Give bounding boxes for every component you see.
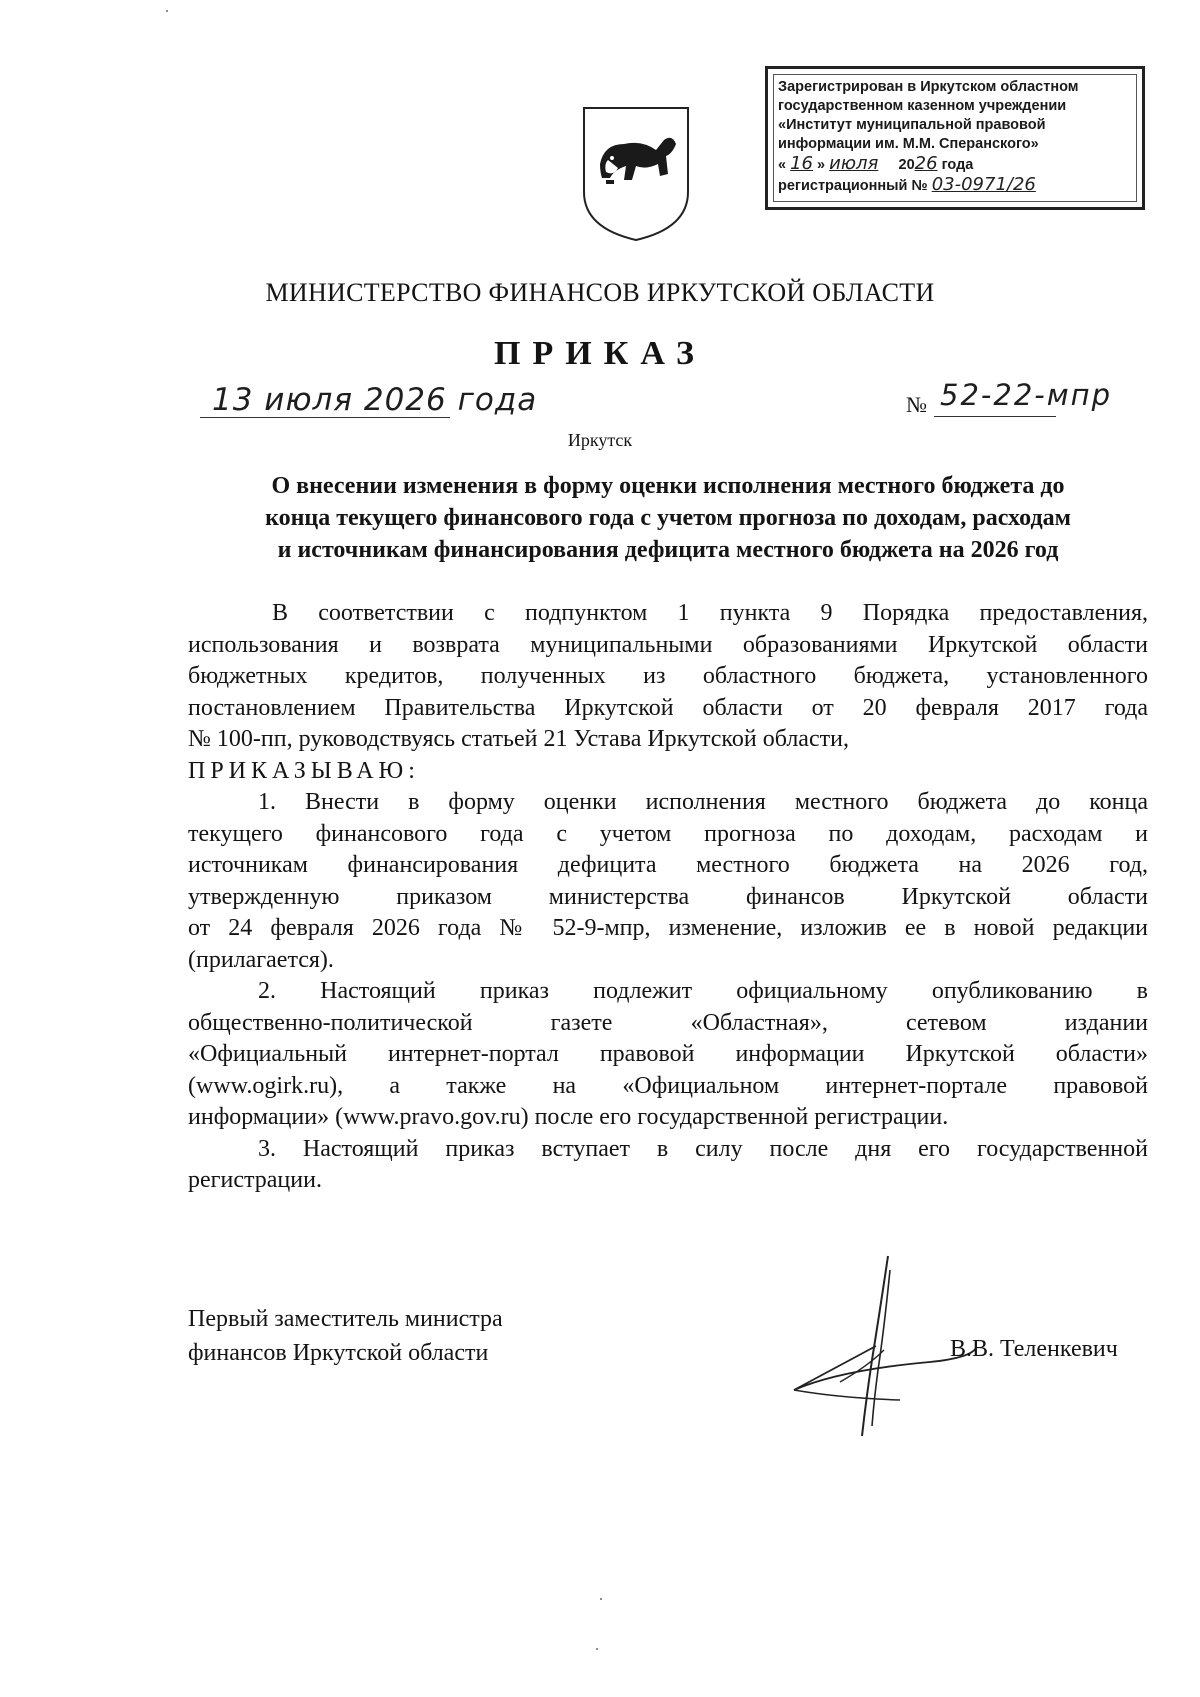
- item2-line: информации» (www.pravo.gov.ru) после его государственной регистрации.: [188, 1104, 949, 1130]
- number-label: №: [906, 392, 927, 417]
- item3-line: 3. Настоящий приказ вступает в силу после дня его государственной: [258, 1135, 1148, 1162]
- city: Иркутск: [567, 430, 633, 450]
- item2-line: общественно-политической газете «Областная», сетевом издании: [188, 1009, 1148, 1036]
- scan-speck: [600, 1598, 602, 1600]
- stamp-year-word: года: [941, 157, 974, 173]
- stamp-line-4: информации им. М.М. Сперанского»: [778, 136, 1039, 152]
- stamp-date-mid: »: [817, 157, 826, 173]
- signatory-position: [188, 1302, 503, 1370]
- preamble-line: использования и возврата муниципальными образованиями Иркутской области: [188, 631, 1148, 658]
- stamp-line-3: «Институт муниципальной правовой: [778, 117, 1046, 133]
- handwritten-number: 52-22-мпр: [940, 378, 1112, 412]
- scan-speck: [596, 1648, 598, 1650]
- item2-line: (www.ogirk.ru), а также на «Официальном интернет-портале правовой: [188, 1072, 1148, 1099]
- signatory-name: В.В. Теленкевич: [950, 1336, 1118, 1362]
- item1-line: от 24 февраля 2026 года № 52-9-мпр, изменение, изложив ее в новой редакции: [188, 915, 1148, 941]
- item1-line: утвержденную приказом министерства финансов Иркутской области: [188, 883, 1148, 910]
- stamp-year-suffix: 26: [914, 153, 938, 174]
- document-type: ПРИКАЗ: [494, 335, 706, 372]
- preamble-line: бюджетных кредитов, полученных из областного бюджета, установленного: [188, 663, 1148, 689]
- stamp-date-open: «: [778, 157, 787, 173]
- position-line-2: финансов Иркутской области: [188, 1340, 489, 1366]
- document-body: [188, 598, 1148, 1197]
- stamp-date-day: 16: [790, 153, 814, 174]
- stamp-reg-number: 03-0971/26: [931, 174, 1036, 195]
- item1-line: текущего финансового года с учетом прогноза по доходам, расходам и: [188, 820, 1148, 847]
- preamble-line: № 100-пп, руководствуясь статьей 21 Устава Иркутской области,: [188, 726, 849, 752]
- item1-line: 1. Внести в форму оценки исполнения местного бюджета до конца: [258, 789, 1148, 815]
- stamp-reg-label: регистрационный №: [778, 178, 928, 194]
- scan-speck: [166, 10, 168, 12]
- stamp-date-line: [778, 154, 1134, 175]
- stamp-year-prefix: 20: [898, 157, 915, 173]
- number-underline: [934, 416, 1056, 417]
- stamp-text: [778, 78, 1134, 196]
- handwritten-date: 13 июля 2026 года: [212, 382, 538, 418]
- stamp-line-2: государственном казенном учреждении: [778, 98, 1067, 114]
- order-word: ПРИКАЗЫВАЮ:: [188, 757, 420, 784]
- coat-of-arms-icon: [580, 104, 692, 244]
- position-line-1: Первый заместитель министра: [188, 1306, 503, 1332]
- preamble-line: постановлением Правительства Иркутской области от 20 февраля 2017 года: [188, 694, 1148, 721]
- item1-line: (прилагается).: [188, 946, 334, 973]
- stamp-date-month: июля: [829, 153, 879, 174]
- title-line-3: и источникам финансирования дефицита местного бюджета на 2026 год: [277, 537, 1059, 563]
- item2-line: 2. Настоящий приказ подлежит официальному опубликованию в: [258, 978, 1148, 1004]
- ministry-name: МИНИСТЕРСТВО ФИНАНСОВ ИРКУТСКОЙ ОБЛАСТИ: [265, 278, 935, 307]
- title-line-1: О внесении изменения в форму оценки исполнения местного бюджета до: [271, 473, 1065, 499]
- item2-line: «Официальный интернет-портал правовой информации Иркутской области»: [188, 1041, 1148, 1067]
- item1-line: источникам финансирования дефицита местного бюджета на 2026 год,: [188, 852, 1148, 878]
- item3-line: регистрации.: [188, 1167, 322, 1193]
- stamp-line-1: Зарегистрирован в Иркутском областном: [778, 79, 1079, 95]
- date-underline: [200, 417, 450, 418]
- registration-stamp: [765, 66, 1145, 210]
- preamble-line: В соответствии с подпунктом 1 пункта 9 Порядка предоставления,: [272, 600, 1148, 626]
- stamp-reg-line: [778, 175, 1134, 196]
- document-title: [188, 470, 1148, 566]
- title-line-2: конца текущего финансового года с учетом прогноза по доходам, расходам: [265, 505, 1071, 531]
